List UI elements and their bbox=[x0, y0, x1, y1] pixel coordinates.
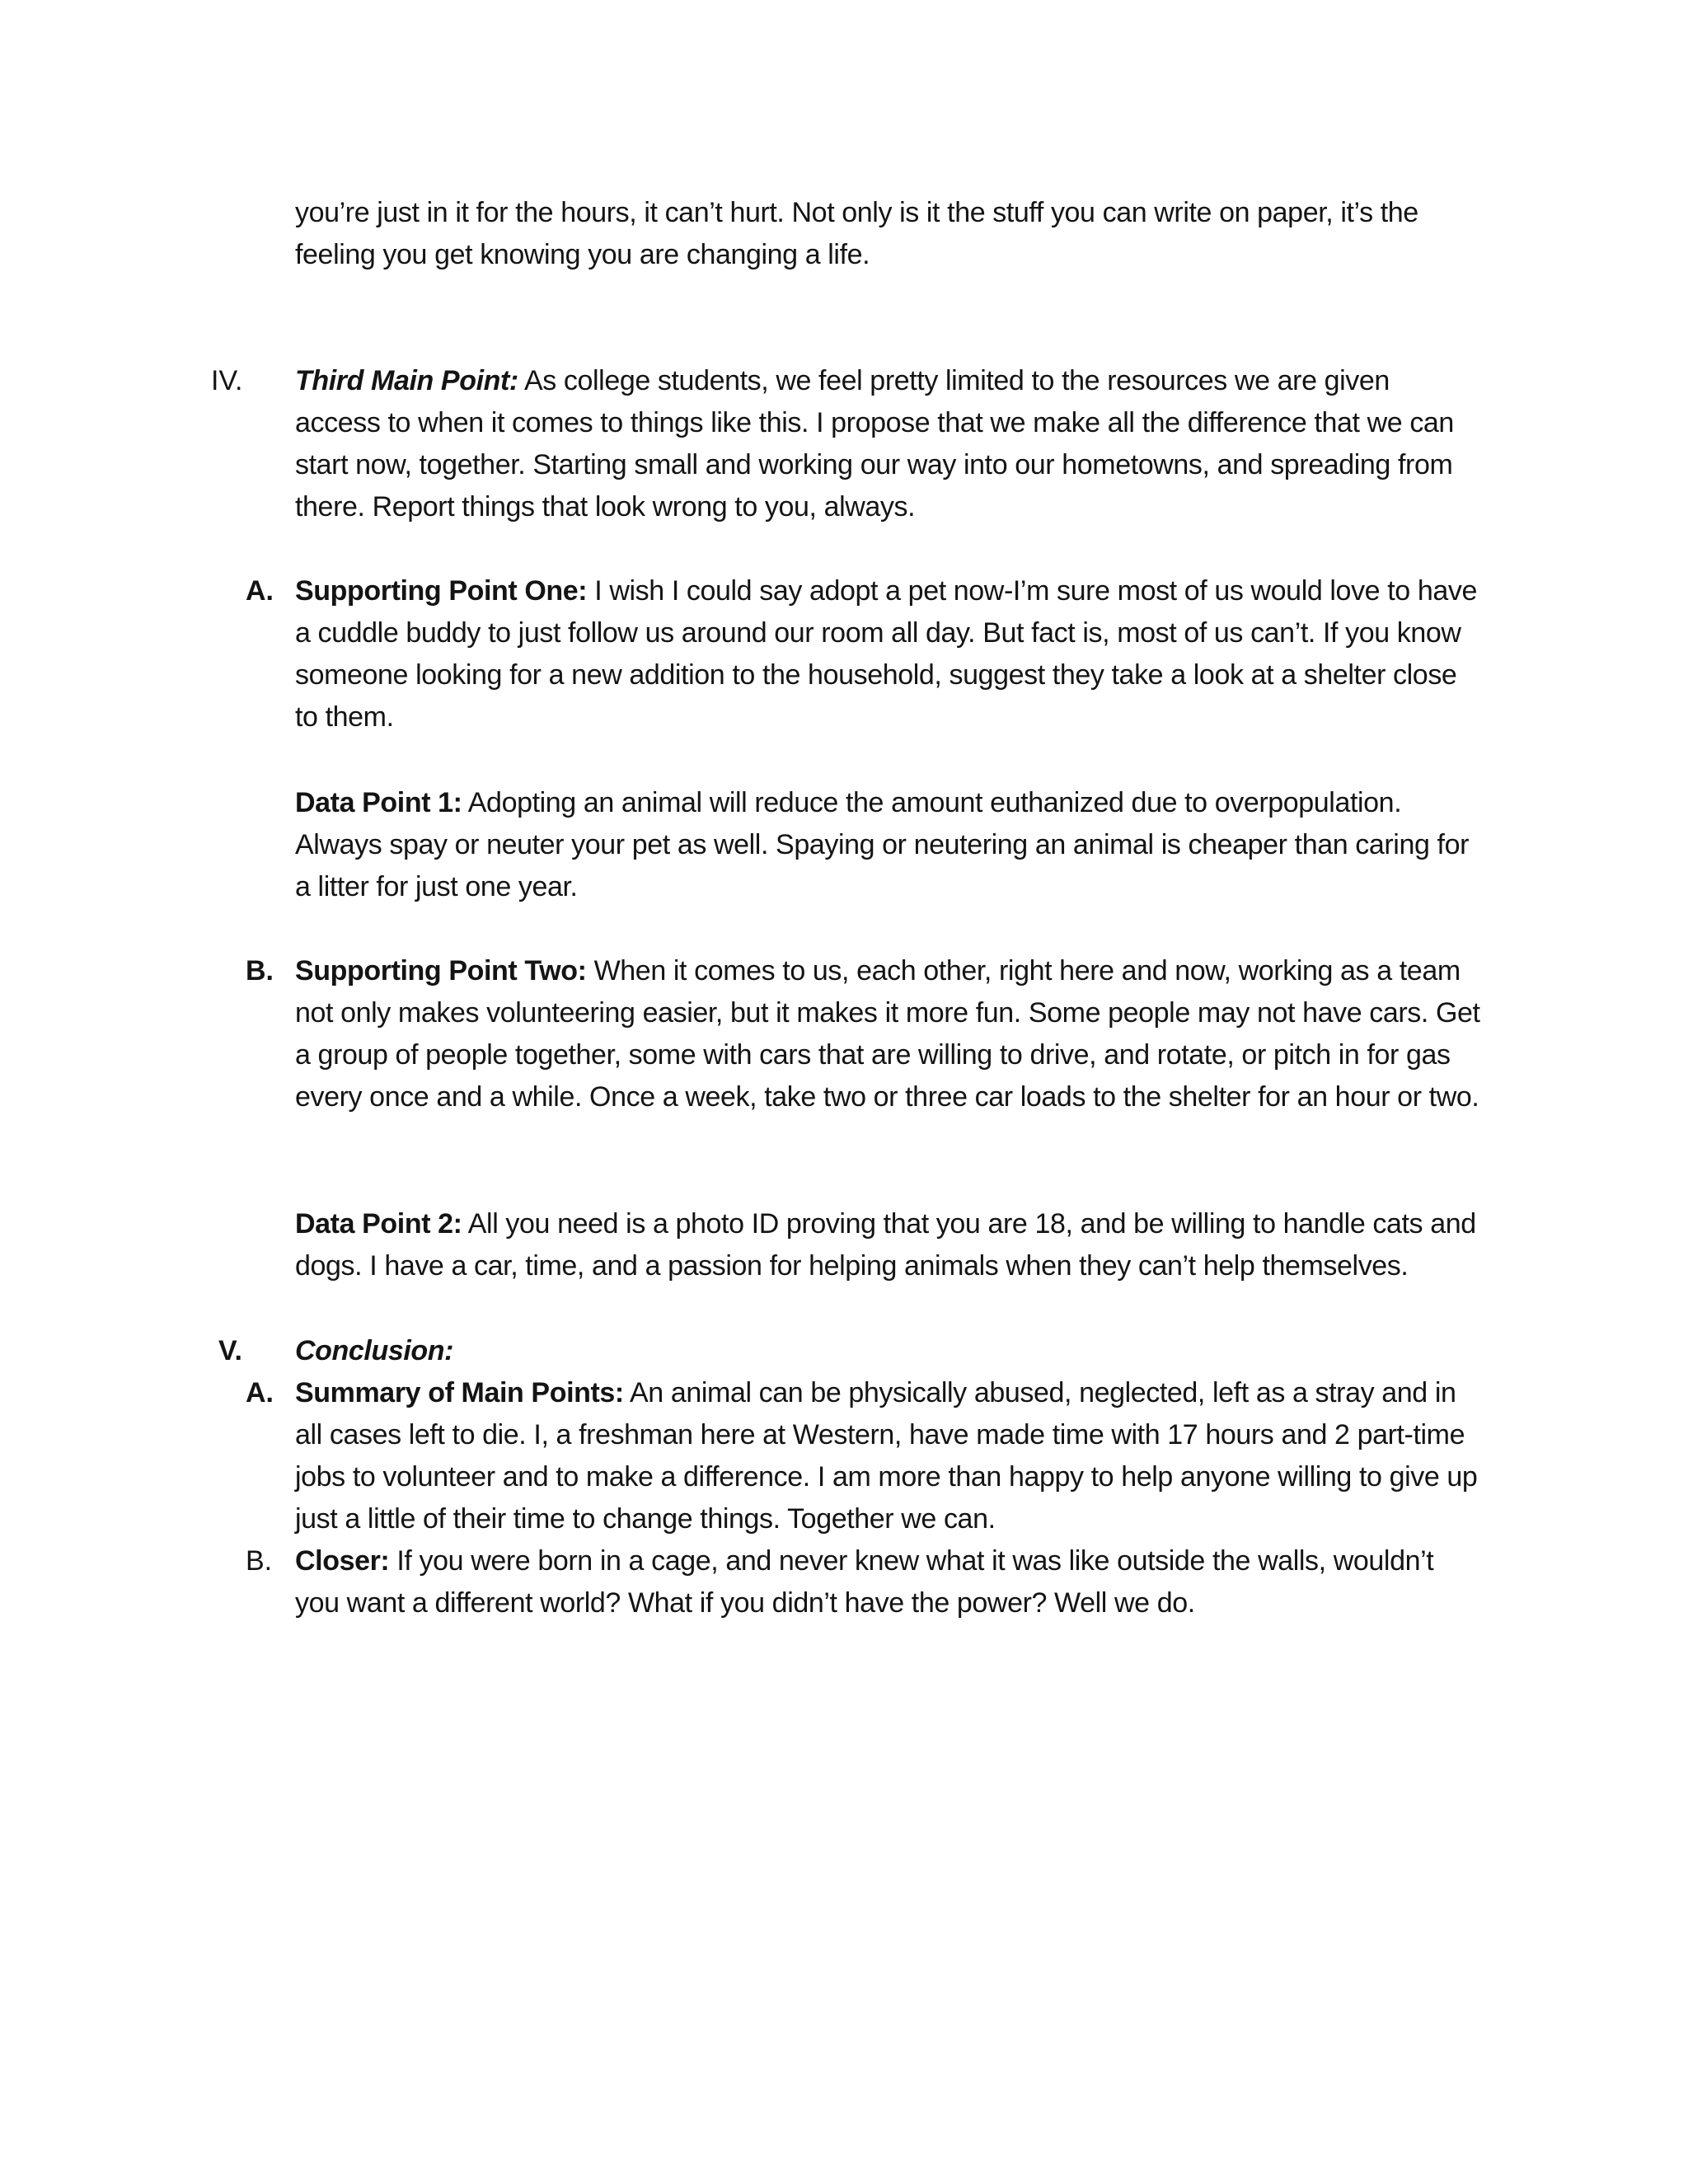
section-iv-label: Third Main Point: bbox=[295, 365, 518, 396]
intro-paragraph bbox=[295, 192, 1482, 276]
closer-text: If you were born in a cage, and never knew what it was like outside the walls, wouldn’t you want a different world? What if you didn’t have the power? Well we do. bbox=[295, 1545, 1434, 1619]
supporting-point-two-label: Supporting Point Two: bbox=[295, 955, 587, 987]
summary-label: Summary of Main Points: bbox=[295, 1377, 624, 1408]
closer-marker: B. bbox=[246, 1545, 273, 1577]
data-point-two-text: All you need is a photo ID proving that you are 18, and be willing to handle cats and dogs. I have a car, time, and a passion for helping animals when they can’t help themselves. bbox=[295, 1208, 1476, 1282]
section-v-numeral: V. bbox=[218, 1335, 243, 1366]
intro-text: you’re just in it for the hours, it can’t hurt. Not only is it the stuff you can write on paper, it’s the feeling you get knowing you are changing a life. bbox=[295, 197, 1418, 270]
data-point-one-label: Data Point 1: bbox=[295, 787, 462, 818]
conclusion-heading bbox=[295, 1330, 1482, 1372]
supporting-point-one-label: Supporting Point One: bbox=[295, 575, 588, 607]
summary-of-main-points bbox=[295, 1372, 1482, 1540]
closer bbox=[295, 1540, 1482, 1624]
conclusion-label: Conclusion: bbox=[295, 1335, 454, 1366]
supporting-point-one-text: I wish I could say adopt a pet now-I’m sure most of us would love to have a cuddle buddy to just follow us around our room all day. But fact is, most of us can’t. If you know someone looking for a new addition to the household, suggest they take a look at a shelter close to them. bbox=[295, 575, 1477, 733]
supporting-point-two bbox=[295, 950, 1482, 1118]
closer-label: Closer: bbox=[295, 1545, 390, 1577]
section-iv-numeral: IV. bbox=[211, 365, 243, 396]
summary-marker: A. bbox=[246, 1377, 274, 1408]
summary-text: An animal can be physically abused, neglected, left as a stray and in all cases left to die. I, a freshman here at Western, have made time with 17 hours and 2 part-time jobs to volunteer and to make a difference. I am more than happy to help anyone willing to give up just a little of their time to change things. Together we can. bbox=[295, 1377, 1478, 1535]
data-point-two bbox=[295, 1203, 1482, 1287]
data-point-two-label: Data Point 2: bbox=[295, 1208, 462, 1240]
data-point-one bbox=[295, 782, 1482, 908]
data-point-one-text: Adopting an animal will reduce the amount euthanized due to overpopulation. Always spay or neuter your pet as well. Spaying or neutering an animal is cheaper than caring for a litter for just one year. bbox=[295, 787, 1469, 902]
supporting-point-one bbox=[295, 570, 1482, 738]
point-b-marker: B. bbox=[246, 955, 274, 987]
point-a-marker: A. bbox=[246, 575, 274, 607]
section-iv-paragraph bbox=[295, 360, 1482, 528]
section-iv-text: As college students, we feel pretty limited to the resources we are given access to when it comes to things like this. I propose that we make all the difference that we can start now, together. Starting small and working our way into our hometowns, and spreading from there. Report things that look wrong to you, always. bbox=[295, 365, 1454, 523]
supporting-point-two-text: When it comes to us, each other, right here and now, working as a team not only makes volunteering easier, but it makes it more fun. Some people may not have cars. Get a group of people together, some with cars that are willing to drive, and rotate, or pitch in for gas every once and a while. Once a week, take two or three car loads to the shelter for an hour or two. bbox=[295, 955, 1480, 1113]
